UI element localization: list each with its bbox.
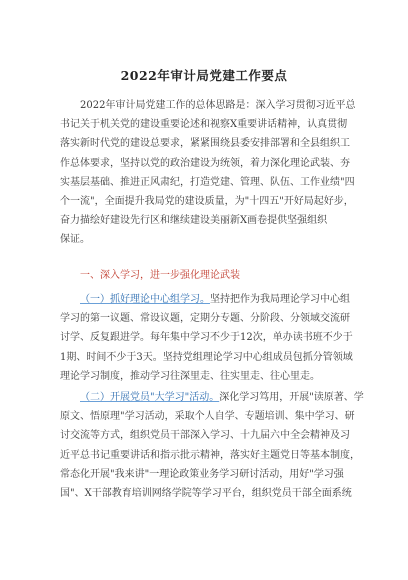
intro-line: 2022年审计局党建工作的总体思路是：深入学习贯彻习近平总 [80, 100, 356, 111]
intro-line: 落实新时代党的建设总要求，紧紧围绕县委安排部署和全县组织工 [60, 138, 350, 150]
intro-line: 保证。 [60, 234, 90, 246]
subsection-line: 学习的第一议题、常设议题，定期分专题、分阶段、分领域交流研 [60, 313, 350, 325]
subsection-heading: （一）抓好理论中心组学习。 [80, 294, 210, 305]
subsection-line: 讨学、反复跟进学。每年集中学习不少于12次，单办读书班不少于 [60, 332, 353, 344]
subsection-line: 常态化开展"我来讲"一理论政策业务学习研讨活动，用好"学习强 [60, 468, 344, 480]
subsection-line: 讨交流等方式，组织党员干部深入学习、十九届六中全会精神及习 [60, 430, 350, 442]
subsection-text: 坚持把作为我局理论学习中心组 [210, 294, 350, 305]
subsection-2 [60, 388, 364, 503]
subsection-line: 理论学习制度，推动学习往深里走、往实里走、往心里走。 [60, 370, 320, 382]
subsection-line: 近平总书记重要讲话和指示批示精神，落实好主题党日等基本制度， [60, 449, 360, 461]
subsection-line: 国"、X干部教育培训网络学院等学习平台，组织党员干部全面系统 [60, 487, 352, 499]
subsection-1 [60, 290, 352, 386]
subsection-first-line [60, 388, 364, 407]
intro-line: 书记关于机关党的建设重要论述和视察X重要讲话精神，认真贯彻 [60, 119, 348, 131]
intro-line: 奋力描绘好建设先行区和继续建设美丽新X画卷提供坚强组织 [60, 215, 328, 227]
document-title: 2022年审计局党建工作要点 [120, 68, 288, 83]
subsection-heading: （二）开展党员"大学习"活动。 [80, 392, 220, 403]
intro-paragraph [60, 96, 356, 250]
subsection-line: 原文、悟原理"学习活动，采取个人自学、专题培训、集中学习、研 [60, 411, 355, 423]
intro-line: 作总体要求，坚持以党的政治建设为统领，着力深化理论武装、夯 [60, 157, 350, 169]
section-heading: 一、深入学习，进一步强化理论武装 [80, 270, 240, 281]
section-1 [60, 266, 352, 285]
intro-line: 个一流"，全面提升我局党的建设质量，为"十四五"开好局起好步， [60, 195, 354, 207]
intro-line: 实基层基础、推进正风肃纪，打造党建、管理、队伍、工作业绩"四 [60, 176, 355, 188]
subsection-text: 深化学习笃用，开展"读原著、学 [219, 392, 364, 403]
subsection-line: 1期、时间不少于3天。坚持党组理论学习中心组成员包抓分管领域 [60, 351, 353, 363]
subsection-first-line [60, 290, 352, 309]
